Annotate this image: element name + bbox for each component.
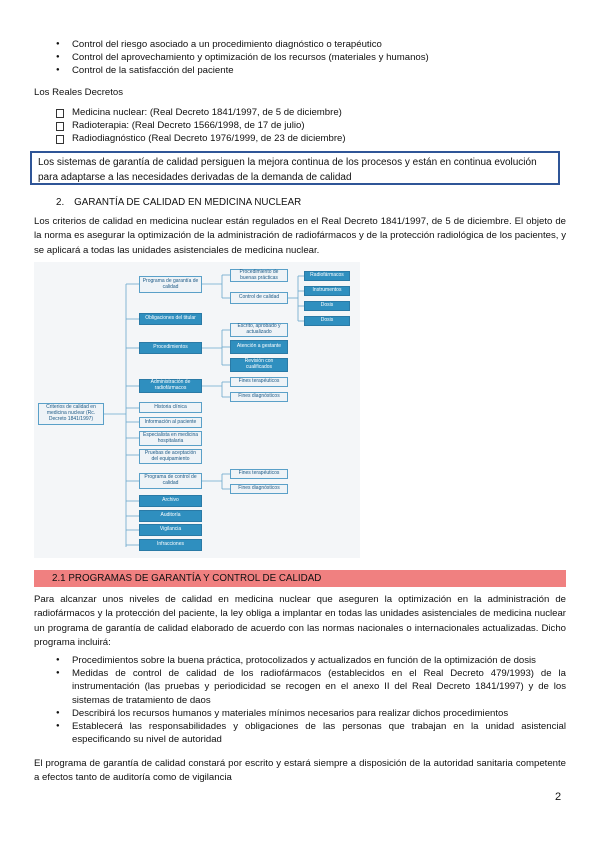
diagram-subnode: Fines terapéuticos: [230, 469, 288, 479]
diagram-subnode: Fines diagnósticos: [230, 484, 288, 494]
diagram-node: Historia clínica: [139, 402, 202, 413]
diagram-subnode: Escrito, aprobado y actualizado: [230, 323, 288, 337]
section-heading: [56, 196, 301, 210]
decretos-list: [56, 106, 556, 146]
diagram-node: Infracciones: [139, 539, 202, 551]
paragraph: Los criterios de calidad en medicina nuclear están regulados en el Real Decreto 1841/1997, de 5 de diciembre. El objeto de la norma es asegurar la optimización de la administración de radiofármacos y de la protección radiológica de los pacientes, y se aplicará a todas las unidades asistenciales de medicina nuclear.: [34, 216, 566, 256]
list-item: Radioterapia: (Real Decreto 1566/1998, de 17 de julio): [56, 119, 556, 132]
page-number: 2: [555, 791, 562, 803]
list-item: ● Control del aprovechamiento y optimización de los recursos (materiales y humanos): [56, 51, 556, 64]
section-number: 2.: [56, 197, 65, 208]
diagram-subnode: Dosis: [304, 316, 350, 326]
diagram-node: Pruebas de aceptación del equipamiento: [139, 449, 202, 464]
callout-box: Los sistemas de garantía de calidad persiguen la mejora continua de los procesos y están en continua evolución para adaptarse a las necesidades derivadas de la demanda de calidad: [30, 151, 560, 185]
paragraph: El programa de garantía de calidad constará por escrito y estará siempre a disposición de la autoridad sanitaria competente a efectos tanto de auditoría como de vigilancia: [34, 758, 566, 784]
diagram-subnode: Fines terapéuticos: [230, 377, 288, 387]
highlighted-section-heading: 2.1 PROGRAMAS DE GARANTÍA Y CONTROL DE CALIDAD: [34, 570, 566, 587]
list-item: ● Procedimientos sobre la buena práctica, protocolizados y actualizados en función de la optimización de dosis: [56, 654, 566, 667]
list-item: ● Control de la satisfacción del paciente: [56, 64, 556, 77]
list-item: Medicina nuclear: (Real Decreto 1841/1997, de 5 de diciembre): [56, 106, 556, 119]
diagram-node: Administración de radiofármacos: [139, 379, 202, 393]
diagram-node: Especialista en medicina hospitalaria: [139, 431, 202, 446]
diagram-subnode: Fines diagnósticos: [230, 392, 288, 402]
list-item: Radiodiagnóstico (Real Decreto 1976/1999, de 23 de diciembre): [56, 132, 556, 145]
control-bullet-list: [56, 38, 556, 78]
diagram-node: Procedimientos: [139, 342, 202, 354]
list-item: ● Control del riesgo asociado a un procedimiento diagnóstico o terapéutico: [56, 38, 556, 51]
diagram-node: Archivo: [139, 495, 202, 507]
diagram-root-node: Criterios de calidad en medicina nuclear (Rc. Decreto 1841/1997): [38, 403, 104, 425]
diagram-subnode: Revisión con cualificados: [230, 358, 288, 372]
diagram-node: Información al paciente: [139, 417, 202, 428]
diagram-subnode: Instrumentos: [304, 286, 350, 296]
diagram-subnode: Procedimiento de buenas prácticas: [230, 269, 288, 282]
diagram-node: Auditoría: [139, 510, 202, 522]
diagram-node: Vigilancia: [139, 524, 202, 536]
diagram-subnode: Radiofármacos: [304, 271, 350, 281]
quality-criteria-diagram: [34, 262, 360, 558]
diagram-subnode: Atención a gestante: [230, 340, 288, 354]
list-item: ● Describirá los recursos humanos y materiales mínimos necesarios para realizar dichos procedimientos: [56, 707, 566, 720]
diagram-subnode: Control de calidad: [230, 292, 288, 304]
section-title: GARANTÍA DE CALIDAD EN MEDICINA NUCLEAR: [74, 197, 302, 208]
paragraph: Para alcanzar unos niveles de calidad en medicina nuclear que aseguren la optimización en la administración de radiofármacos y la protección del paciente, la ley obliga a implantar en todas las unidades asistenciales de medicina nuclear un programa de garantía de calidad elaborado de acuerdo con las normas nacionales o internacionales actualizadas. Dicho programa incluirá:: [34, 594, 566, 649]
list-item: ● Establecerá las responsabilidades y obligaciones de las personas que trabajan en la unidad asistencial especificando su nivel de autoridad: [56, 720, 566, 746]
programa-bullet-list: [56, 654, 566, 747]
diagram-node: Programa de control de calidad: [139, 473, 202, 489]
diagram-node: Programa de garantía de calidad: [139, 276, 202, 293]
diagram-node: Obligaciones del titular: [139, 313, 202, 325]
list-item: ● Medidas de control de calidad de los radiofármacos (establecidos en el Real Decreto 479/1993) de la instrumentación (las pruebas y periodicidad se recogen en el anexo II del Real Decreto 1841/1997) y de los sistemas de tratamiento de daos: [56, 667, 566, 707]
reales-decretos-heading: Los Reales Decretos: [34, 87, 124, 98]
diagram-subnode: Dosis: [304, 301, 350, 311]
